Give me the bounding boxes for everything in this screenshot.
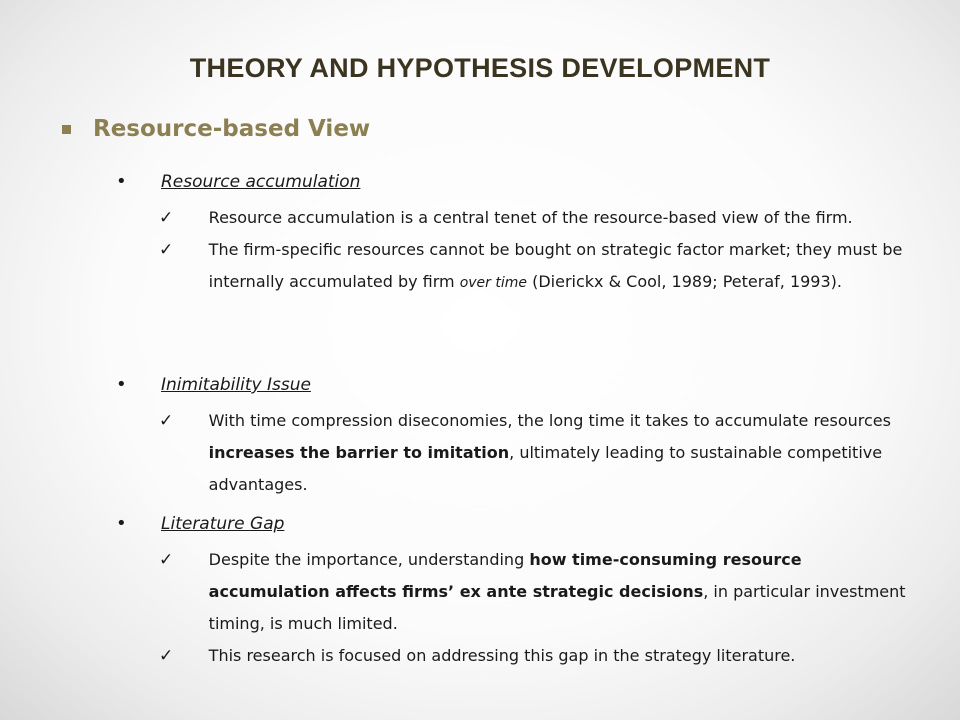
checkmark-icon: ✓	[159, 240, 174, 260]
list-item	[159, 640, 916, 672]
checkmark-icon: ✓	[159, 550, 174, 570]
slide-title: THEORY AND HYPOTHESIS DEVELOPMENT	[189, 53, 771, 83]
bullet-dot-icon: •	[116, 171, 127, 192]
topic-label: Inimitability Issue	[161, 375, 311, 395]
point-text: With time compression diseconomies, the long time it takes to accumulate resources increases the barrier to imitation, ultimately leading to sustainable competitive advantages.	[208, 411, 891, 494]
checkmark-icon: ✓	[159, 646, 174, 666]
topic-literature-gap	[116, 509, 916, 672]
list-item	[159, 202, 916, 234]
checkmark-icon: ✓	[159, 208, 174, 228]
point-text: The firm-specific resources cannot be bought on strategic factor market; they must be internally accumulated by firm over time (Dierickx & Cool, 1989; Peteraf, 1993).	[208, 240, 903, 291]
topic-inimitability-issue	[116, 370, 916, 501]
square-bullet-icon	[62, 125, 71, 134]
topic-label: Resource accumulation	[161, 172, 361, 192]
bullet-dot-icon: •	[116, 513, 127, 534]
list-item	[159, 234, 916, 299]
point-text: Despite the importance, understanding how time-consuming resource accumulation affects firms’ ex ante strategic decisions, in particular investment timing, is much limited.	[208, 550, 906, 633]
checkmark-icon: ✓	[159, 411, 174, 431]
point-text: Resource accumulation is a central tenet of the resource-based view of the firm.	[208, 208, 853, 227]
section-label: Resource-based View	[93, 116, 371, 142]
list-item	[159, 544, 916, 640]
list-item	[159, 405, 916, 501]
section-heading	[62, 116, 370, 142]
point-text: This research is focused on addressing this gap in the strategy literature.	[208, 646, 796, 665]
bullet-dot-icon: •	[116, 374, 127, 395]
topic-label: Literature Gap	[161, 514, 285, 534]
topic-resource-accumulation	[116, 167, 916, 299]
